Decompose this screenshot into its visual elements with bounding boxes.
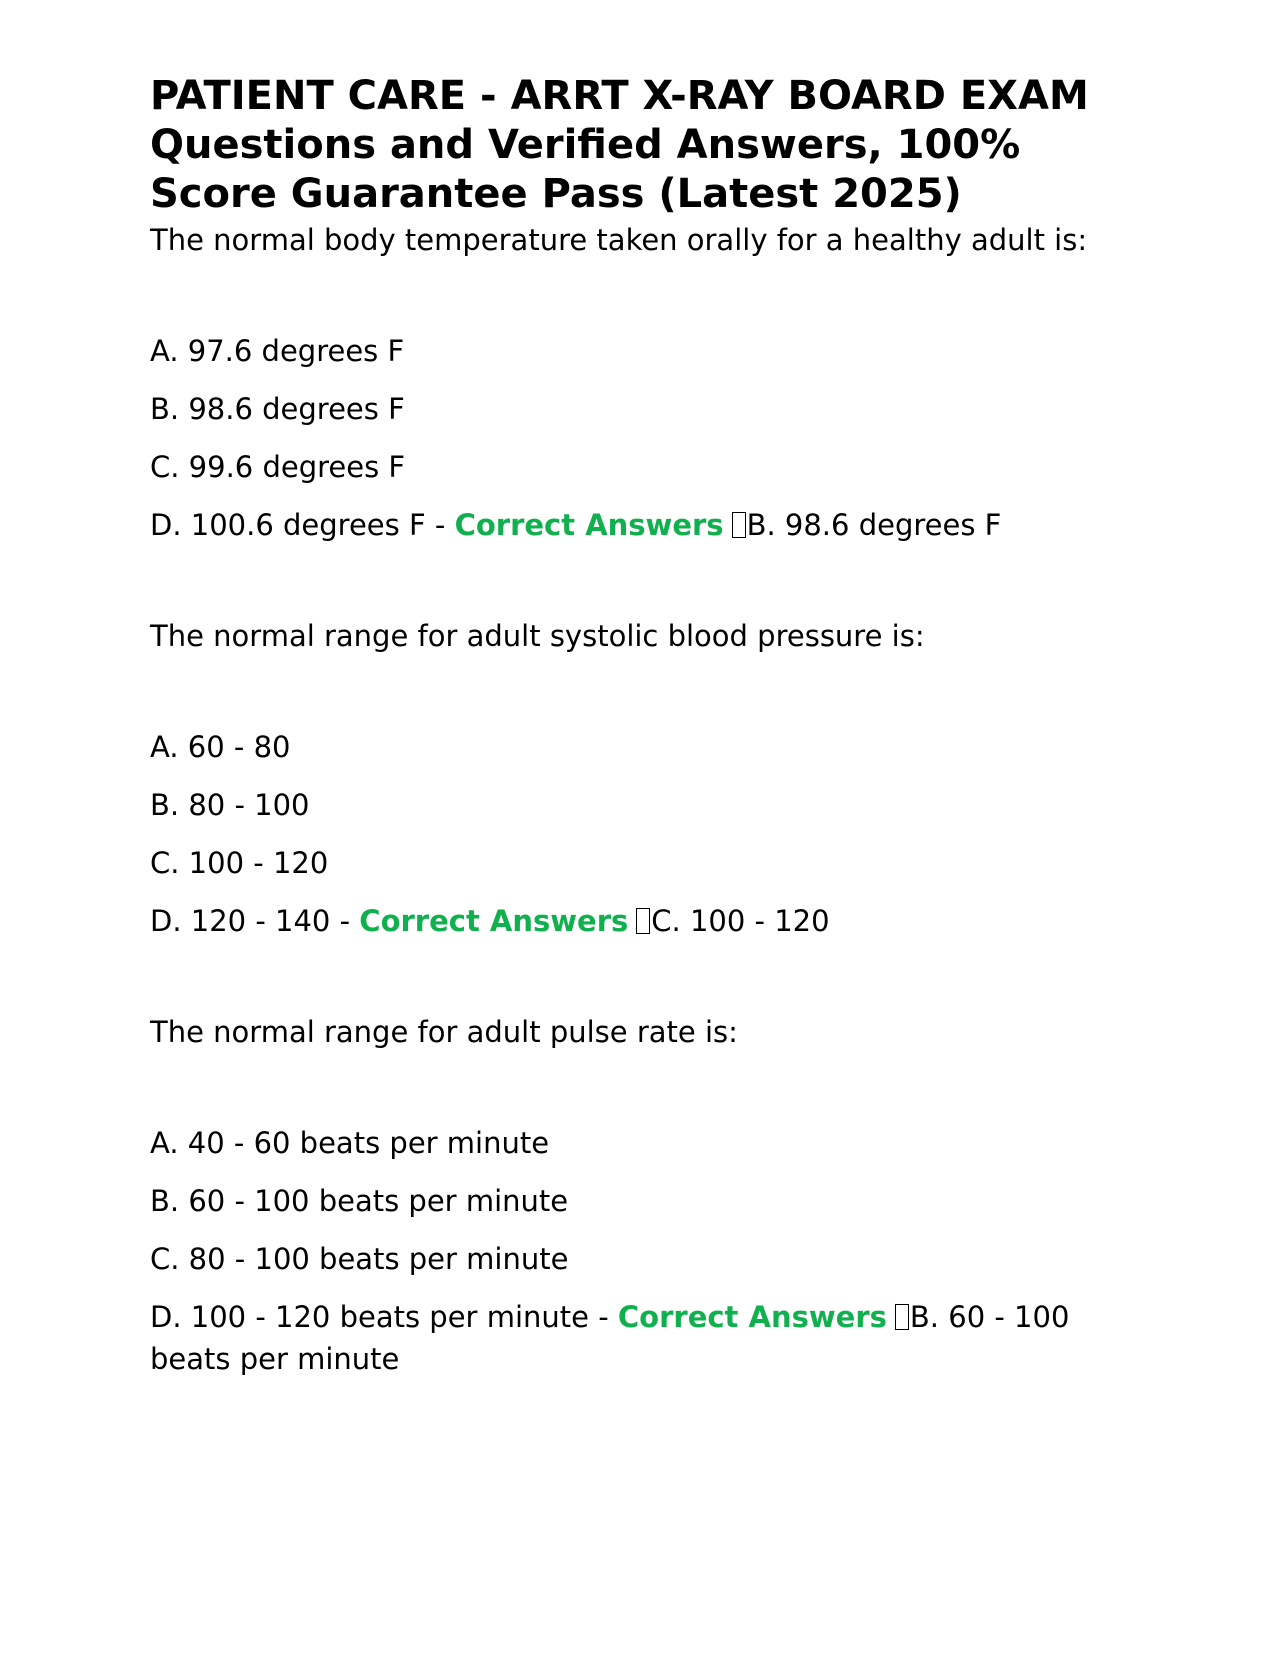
correct-answers-label: Correct Answers (454, 508, 724, 542)
option-d-with-answer: D. 120 - 140 - Correct Answers C. 100 - 120 (150, 904, 830, 938)
correct-answers-label: Correct Answers (359, 904, 629, 938)
question-block (150, 1011, 1130, 1380)
option-d: D. 100.6 degrees F (150, 508, 426, 542)
document-page (150, 72, 1130, 1380)
question-block (150, 615, 1130, 942)
option-d-with-answer: D. 100 - 120 beats per minute - Correct Answers B. 60 - 100 beats per minute (150, 1300, 1070, 1376)
question-block (150, 219, 1130, 546)
missing-glyph-icon (732, 512, 746, 538)
option-a: A. 40 - 60 beats per minute (150, 1126, 550, 1160)
option-d-with-answer: D. 100.6 degrees F - Correct Answers B. 98.6 degrees F (150, 508, 1002, 542)
correct-answers-label: Correct Answers (617, 1300, 887, 1334)
option-b: B. 80 - 100 (150, 788, 310, 822)
option-d: D. 120 - 140 (150, 904, 331, 938)
option-b: B. 60 - 100 beats per minute (150, 1184, 569, 1218)
option-b: B. 98.6 degrees F (150, 392, 405, 426)
question-text: The normal range for adult pulse rate is: (150, 1015, 738, 1049)
option-d: D. 100 - 120 beats per minute (150, 1300, 589, 1334)
missing-glyph-icon (895, 1304, 909, 1330)
question-text: The normal range for adult systolic blood pressure is: (150, 619, 925, 653)
question-text: The normal body temperature taken orally for a healthy adult is: (150, 223, 1088, 257)
answer-text: B. 98.6 degrees F (746, 508, 1002, 542)
option-c: C. 100 - 120 (150, 846, 329, 880)
document-title: PATIENT CARE - ARRT X-RAY BOARD EXAM Questions and Verified Answers, 100% Score Guarantee Pass (Latest 2025) (150, 73, 1089, 217)
option-c: C. 99.6 degrees F (150, 450, 406, 484)
answer-text: C. 100 - 120 (651, 904, 830, 938)
option-c: C. 80 - 100 beats per minute (150, 1242, 569, 1276)
answer-text: B. 60 - 100 beats per minute (150, 1300, 1070, 1376)
option-a: A. 60 - 80 (150, 730, 291, 764)
missing-glyph-icon (636, 908, 650, 934)
option-a: A. 97.6 degrees F (150, 334, 405, 368)
